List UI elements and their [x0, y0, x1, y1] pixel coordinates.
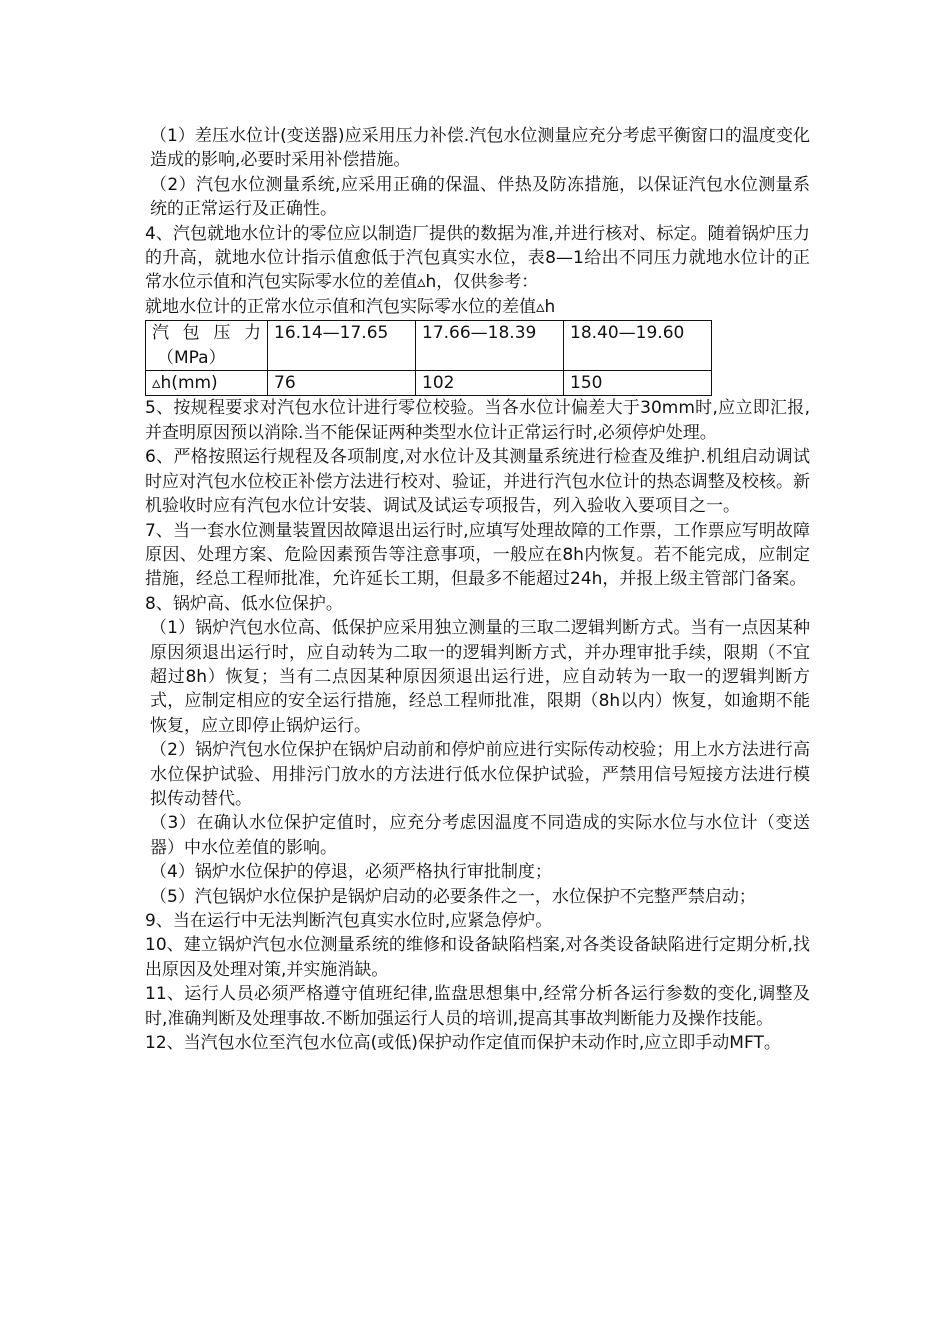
- paragraph-item-8-1: （1）锅炉汽包水位高、低保护应采用独立测量的三取二逻辑判断方式。当有一点因某种原因须退出运行时，应自动转为二取一的逻辑判断方式，并办理审批手续，限期（不宜超过8h）恢复；当有二点因某种原因须退出运行进，应自动转为一取一的逻辑判断方式，应制定相应的安全运行措施，经总工程师批准，限期（8h以内）恢复，如逾期不能恢复，应立即停止锅炉运行。: [150, 618, 810, 736]
- paragraph-item-9: 9、当在运行中无法判断汽包真实水位时,应紧急停炉。: [145, 911, 553, 931]
- table-caption: 就地水位计的正常水位示值和汽包实际零水位的差值▵h: [145, 296, 556, 317]
- table-header-label-cell: [146, 321, 268, 371]
- table-header-row: [146, 321, 712, 371]
- paragraph-item-8-3: （3）在确认水位保护定值时，应充分考虑因温度不同造成的实际水位与水位计（变送器）中水位差值的影响。: [150, 813, 810, 858]
- paragraph-item-8-4: （4）锅炉水位保护的停退，必须严格执行审批制度；: [150, 862, 552, 883]
- paragraph-item-7: 7、当一套水位测量装置因故障退出运行时,应填写处理故障的工作票，工作票应写明故障原因、处理方案、危险因素预告等注意事项，一般应在8h内恢复。若不能完成，应制定措施，经总工程师批准，允许延长工期，但最多不能超过24h，并报上级主管部门备案。: [145, 520, 810, 590]
- table-cell: 150: [564, 371, 712, 396]
- table-header-cell: 16.14—17.65: [268, 321, 416, 371]
- paragraph-item-8-2: （2）锅炉汽包水位保护在锅炉启动前和停炉前应进行实际传动校验；用上水方法进行高水位保护试验、用排污门放水的方法进行低水位保护试验，严禁用信号短接方法进行模拟传动替代。: [150, 740, 810, 809]
- paragraph-item-5: 5、按规程要求对汽包水位计进行零位校验。当各水位计偏差大于30mm时,应立即汇报,并查明原因预以消除.当不能保证两种类型水位计正常运行时,必须停炉处理。: [145, 398, 810, 443]
- table-header-cell: 17.66—18.39: [416, 321, 564, 371]
- pressure-unit: （MPa）: [157, 347, 226, 368]
- table-row-label-cell: ▵h(mm): [146, 371, 268, 396]
- pressure-label: 汽 包 压 力: [152, 323, 261, 344]
- paragraph-measurement-system: （2）汽包水位测量系统,应采用正确的保温、伴热及防冻措施，以保证汽包水位测量系统的正常运行及正确性。: [150, 174, 810, 220]
- water-level-difference-table: [145, 320, 712, 396]
- paragraph-item-8: 8、锅炉高、低水位保护。: [145, 593, 343, 614]
- paragraph-differential-pressure: （1）差压水位计(变送器)应采用压力补偿.汽包水位测量应充分考虑平衡窗口的温度变化造成的影响,必要时采用补偿措施。: [150, 126, 810, 171]
- paragraph-item-11: 11、运行人员必须严格遵守值班纪律,监盘思想集中,经常分析各运行参数的变化,调整及时,准确判断及处理事故.不断加强运行人员的培训,提高其事故判断能力及操作技能。: [145, 984, 810, 1029]
- table-cell: 102: [416, 371, 564, 396]
- table-row: [146, 371, 712, 396]
- paragraph-item-4: 4、汽包就地水位计的零位应以制造厂提供的数据为准,并进行核对、标定。随着锅炉压力的升高，就地水位计指示值愈低于汽包真实水位，表8—1给出不同压力就地水位计的正常水位示值和汽包实际零水位的差值▵h，仅供参考：: [145, 223, 810, 293]
- table-cell: 76: [268, 371, 416, 396]
- paragraph-item-10: 10、建立锅炉汽包水位测量系统的维修和设备缺陷档案,对各类设备缺陷进行定期分析,找出原因及处理对策,并实施消缺。: [145, 935, 810, 980]
- paragraph-item-6: 6、严格按照运行规程及各项制度,对水位计及其测量系统进行检查及维护.机组启动调试时应对汽包水位校正补偿方法进行校对、验证，并进行汽包水位计的热态调整及校核。新机验收时应有汽包水位计安装、调试及试运专项报告，列入验收入要项目之一。: [145, 447, 810, 517]
- document-body: [145, 124, 810, 1055]
- paragraph-item-12: 12、当汽包水位至汽包水位高(或低)保护动作定值而保护未动作时,应立即手动MFT。: [145, 1033, 781, 1054]
- paragraph-item-8-5: （5）汽包锅炉水位保护是锅炉启动的必要条件之一，水位保护不完整严禁启动；: [150, 886, 756, 907]
- table-header-cell: 18.40—19.60: [564, 321, 712, 371]
